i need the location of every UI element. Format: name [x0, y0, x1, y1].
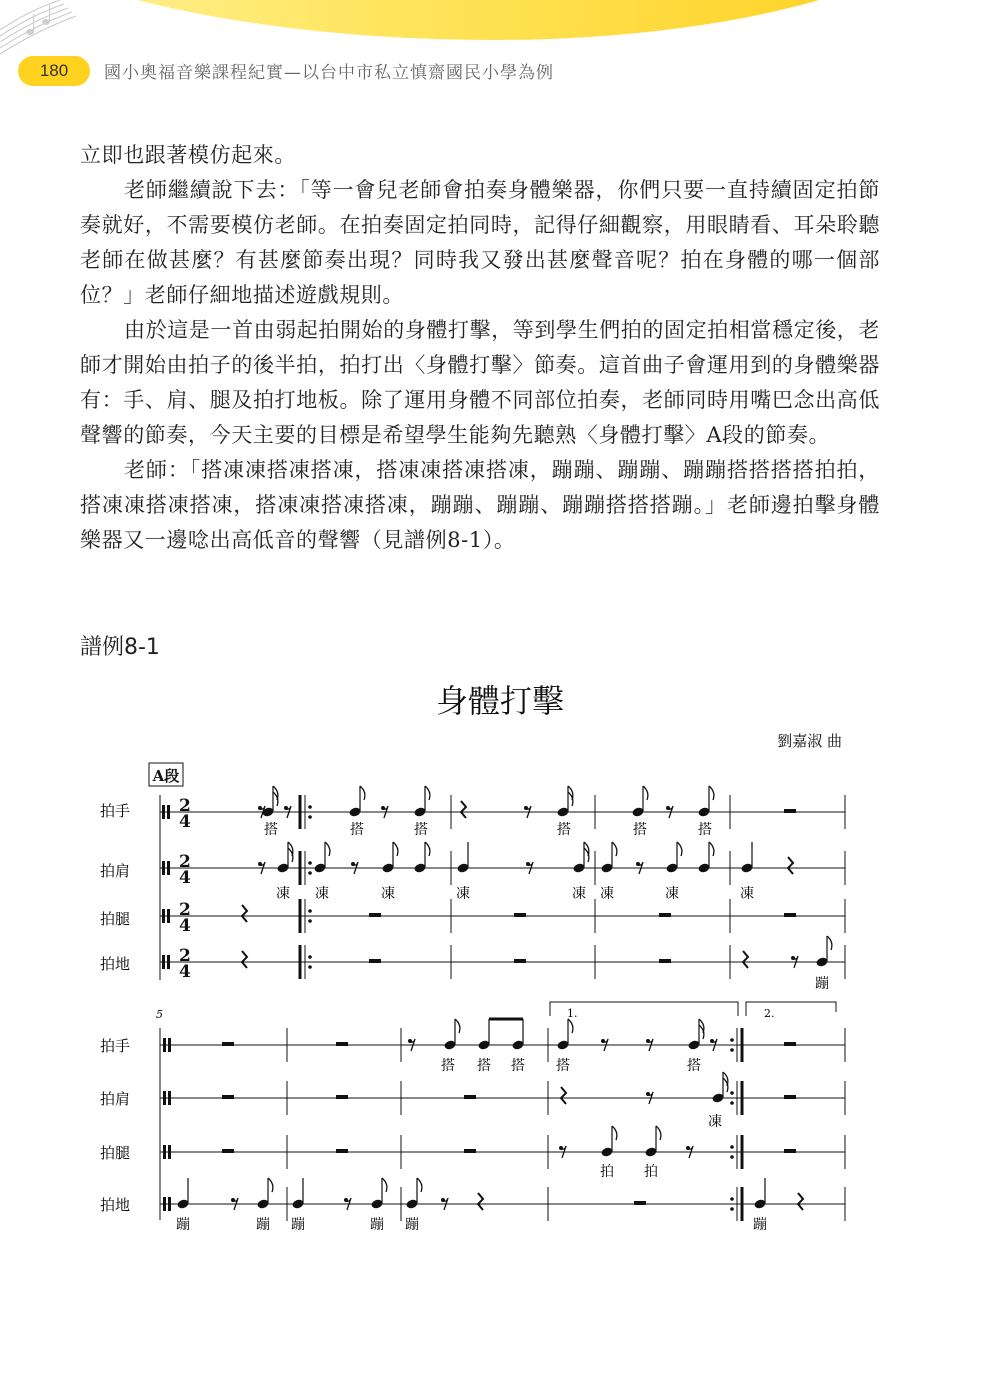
paragraph: 由於這是一首由弱起拍開始的身體打擊，等到學生們拍的固定拍相當穩定後，老師才開始由拍子的後半拍，拍打出〈身體打擊〉節奏。這首曲子會運用到的身體樂器有：手、肩、腿及拍打地板。除了運用身體不同部位拍奏，老師同時用嘴巴念出高低聲響的節奏，今天主要的目標是希望學生能夠先聽熟〈身體打擊〉A段的節奏。: [80, 318, 880, 447]
syllable: 拍: [644, 1164, 658, 1180]
header-decoration: [0, 0, 980, 40]
percussion-clef: [168, 1145, 171, 1159]
repeat-dot: [730, 1101, 734, 1105]
syllable: 凍: [381, 886, 395, 902]
syllable: 蹦: [176, 1217, 190, 1233]
time-signature: 2: [179, 946, 191, 966]
syllable: 搭: [556, 1058, 570, 1074]
syllable: 搭: [441, 1058, 455, 1074]
whole-rest: [336, 1149, 348, 1153]
part-label: 拍地: [100, 955, 131, 973]
percussion-clef: [168, 1038, 171, 1052]
whole-rest: [464, 1149, 476, 1153]
syllable: 凍: [572, 886, 586, 902]
syllable: 搭: [350, 822, 364, 838]
quarter-rest: [788, 857, 793, 874]
flag: [612, 842, 617, 856]
quarter-rest: [798, 1193, 803, 1210]
syllable: 蹦: [370, 1217, 384, 1233]
music-staff-decoration-icon: [0, 0, 90, 60]
repeat-dot: [730, 1155, 734, 1159]
composer: 劉嘉淑 曲: [777, 732, 842, 750]
flag: [568, 1019, 573, 1033]
percussion-clef: [168, 1091, 171, 1105]
whole-rest: [784, 1149, 796, 1153]
notes: [162, 786, 832, 1211]
flag: [709, 842, 714, 856]
percussion-clef: [162, 805, 165, 819]
whole-rest: [514, 959, 526, 963]
whole-rest: [336, 1042, 348, 1046]
paragraph: 老師：「搭凍凍搭凍搭凍，搭凍凍搭凍搭凍，蹦蹦、蹦蹦、蹦蹦搭搭搭搭拍拍，搭凍凍搭凍搭凍，搭凍凍搭凍搭凍，蹦蹦、蹦蹦、蹦蹦搭搭搭蹦。」老師邊拍擊身體樂器又一邊唸出高低音的聲響（見譜例8-1）。: [80, 458, 880, 552]
syllable: 拍: [600, 1164, 614, 1180]
syllable: 蹦: [405, 1217, 419, 1233]
whole-rest: [784, 809, 796, 813]
syllables-system-1: [264, 821, 829, 992]
repeat-dot: [308, 919, 312, 923]
staff-lines: [160, 795, 845, 1221]
syllable: 搭: [698, 822, 712, 838]
flag: [393, 842, 398, 856]
syllable: 凍: [315, 886, 329, 902]
whole-rest: [336, 1095, 348, 1099]
whole-rest: [659, 913, 671, 917]
repeat-dot: [730, 1145, 734, 1149]
repeat-dot: [308, 805, 312, 809]
repeat-dot: [308, 909, 312, 913]
quarter-rest: [461, 801, 466, 818]
time-signature: 2: [179, 852, 191, 872]
part-label: 拍地: [100, 1196, 131, 1214]
syllable: 凍: [600, 886, 614, 902]
flag: [827, 936, 832, 950]
flag: [677, 842, 682, 856]
repeat-dot: [308, 861, 312, 865]
whole-rest: [784, 1042, 796, 1046]
flag: [612, 1126, 617, 1140]
flag: [417, 1178, 422, 1192]
whole-rest: [222, 1149, 234, 1153]
time-signature: 4: [179, 812, 191, 832]
running-title: 國小奧福音樂課程紀實—以台中市私立慎齋國民小學為例: [104, 63, 554, 83]
percussion-clef: [163, 1091, 166, 1105]
whole-rest: [634, 1201, 646, 1205]
paragraph: 立即也跟著模仿起來。: [80, 143, 296, 167]
repeat-dot: [308, 815, 312, 819]
volta-brackets: [550, 1002, 836, 1016]
part-label: 拍腿: [100, 910, 131, 928]
flag: [360, 786, 365, 800]
syllable: 搭: [557, 822, 571, 838]
system-1-part-labels: [100, 802, 130, 973]
volta-2: 2.: [764, 1007, 775, 1020]
time-signature: 4: [179, 868, 191, 888]
whole-rest: [784, 1095, 796, 1099]
syllable: 搭: [264, 822, 278, 838]
part-label: 拍肩: [100, 862, 131, 880]
whole-rest: [222, 1042, 234, 1046]
quarter-rest: [561, 1087, 566, 1104]
syllable: 蹦: [256, 1217, 270, 1233]
percussion-clef: [167, 861, 170, 875]
time-signature: 4: [179, 916, 191, 936]
syllable: 搭: [511, 1058, 525, 1074]
flag: [268, 1178, 273, 1192]
syllable: 蹦: [753, 1217, 767, 1233]
part-label: 拍手: [100, 802, 131, 820]
repeat-dot: [730, 1091, 734, 1095]
percussion-clef: [163, 1038, 166, 1052]
flag: [656, 1126, 661, 1140]
quarter-rest: [743, 951, 748, 968]
percussion-clef: [162, 909, 165, 923]
repeat-dot: [730, 1197, 734, 1201]
syllable: 搭: [633, 822, 647, 838]
system-2-part-labels: [100, 1037, 130, 1214]
flag: [455, 1019, 460, 1033]
quarter-rest: [242, 905, 247, 922]
page-number: 180: [18, 56, 90, 86]
percussion-clef: [168, 1197, 171, 1211]
flag: [425, 786, 430, 800]
syllable: 凍: [708, 1114, 722, 1130]
repeat-dot: [308, 955, 312, 959]
music-score: [0, 660, 1000, 1260]
syllable: 凍: [665, 886, 679, 902]
measure-number: 5: [156, 1008, 163, 1021]
repeat-dot: [308, 871, 312, 875]
percussion-clef: [167, 909, 170, 923]
whole-rest: [659, 959, 671, 963]
whole-rest: [514, 913, 526, 917]
body-text: [80, 138, 880, 558]
syllable: 搭: [477, 1058, 491, 1074]
part-label: 拍腿: [100, 1144, 131, 1162]
time-signature: 4: [179, 962, 191, 982]
repeat-dot: [308, 965, 312, 969]
volta-1: 1.: [567, 1007, 578, 1020]
flag: [425, 842, 430, 856]
paragraph: 老師繼續說下去：「等一會兒老師會拍奏身體樂器，你們只要一直持續固定拍節奏就好，不需要模仿老師。在拍奏固定拍同時，記得仔細觀察，用眼睛看、耳朵聆聽老師在做甚麼？有甚麼節奏出現？同時我又發出甚麼聲音呢？拍在身體的哪一個部位？」老師仔細地描述遊戲規則。: [80, 178, 880, 307]
flag: [382, 1178, 387, 1192]
percussion-clef: [163, 1145, 166, 1159]
percussion-clef: [167, 805, 170, 819]
time-signature: 2: [179, 796, 191, 816]
whole-rest: [369, 959, 381, 963]
whole-rest: [222, 1095, 234, 1099]
flag: [709, 786, 714, 800]
flag: [325, 842, 330, 856]
score-title: 身體打擊: [435, 682, 565, 720]
syllable: 凍: [276, 886, 290, 902]
syllable: 凍: [456, 886, 470, 902]
whole-rest: [784, 913, 796, 917]
whole-rest: [369, 913, 381, 917]
percussion-clef: [162, 955, 165, 969]
section-label: A段: [152, 767, 180, 785]
percussion-clef: [163, 1197, 166, 1211]
syllable: 搭: [687, 1058, 701, 1074]
quarter-rest: [242, 951, 247, 968]
example-label: 譜例8-1: [80, 635, 160, 660]
syllable: 蹦: [815, 976, 829, 992]
part-label: 拍手: [100, 1037, 131, 1055]
repeat-dot: [730, 1048, 734, 1052]
time-signature: 2: [179, 900, 191, 920]
repeat-dot: [730, 1207, 734, 1211]
syllable: 搭: [414, 822, 428, 838]
percussion-clef: [162, 861, 165, 875]
repeat-dot: [730, 1038, 734, 1042]
whole-rest: [464, 1095, 476, 1099]
flag: [643, 786, 648, 800]
part-label: 拍肩: [100, 1090, 131, 1108]
syllable: 凍: [740, 886, 754, 902]
syllable: 蹦: [291, 1217, 305, 1233]
quarter-rest: [478, 1193, 483, 1210]
percussion-clef: [167, 955, 170, 969]
